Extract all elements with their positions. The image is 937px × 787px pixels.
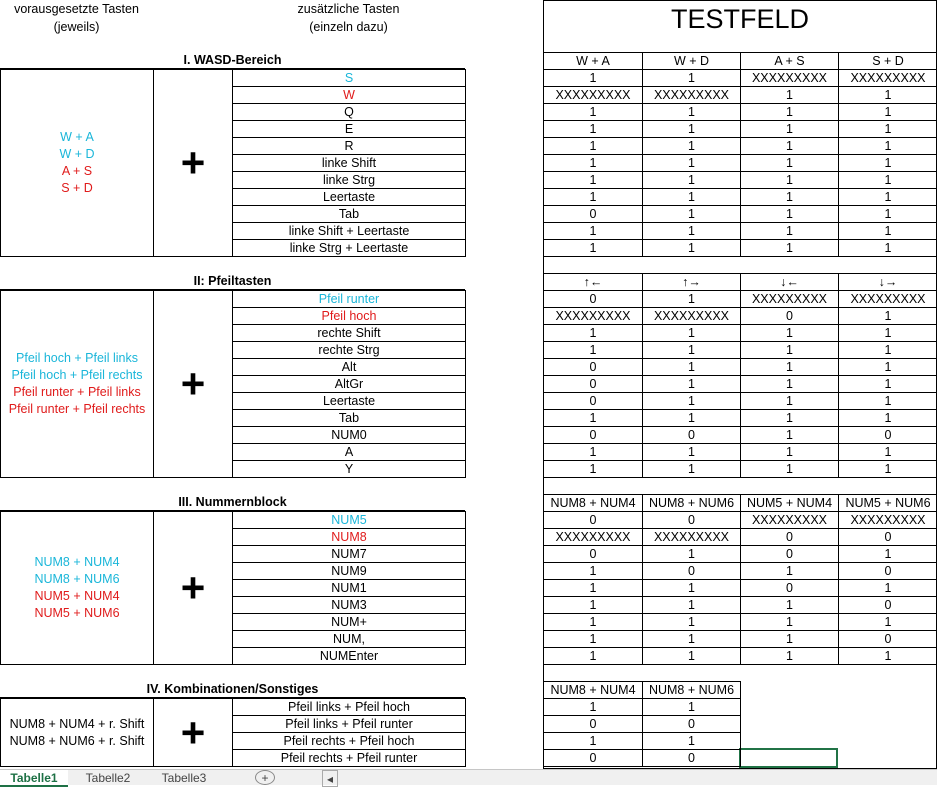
test-result-cell[interactable]: 1 <box>642 698 741 716</box>
test-result-cell[interactable]: 1 <box>740 443 839 461</box>
test-result-cell[interactable]: 1 <box>642 69 741 87</box>
test-result-cell[interactable]: 1 <box>838 409 937 427</box>
prerequisite-keys-cell[interactable] <box>0 698 154 767</box>
test-result-cell[interactable]: XXXXXXXXX <box>543 307 643 325</box>
testfeld-column-header[interactable]: NUM5 + NUM6 <box>838 494 937 512</box>
additional-key-cell[interactable]: W <box>232 86 466 104</box>
additional-key-cell[interactable]: rechte Shift <box>232 324 466 342</box>
test-result-cell[interactable]: 1 <box>838 341 937 359</box>
test-result-cell[interactable]: 1 <box>543 341 643 359</box>
sheet-tab-bar <box>0 769 937 785</box>
test-result-cell[interactable]: 1 <box>740 222 839 240</box>
testfeld-column-header[interactable]: A + S <box>740 52 839 70</box>
additional-key-cell[interactable]: E <box>232 120 466 138</box>
test-result-cell[interactable]: XXXXXXXXX <box>838 511 937 529</box>
test-result-cell[interactable]: XXXXXXXXX <box>740 290 839 308</box>
testfeld-column-header[interactable]: NUM5 + NUM4 <box>740 494 839 512</box>
prerequisite-key-combo: Pfeil hoch + Pfeil rechts <box>11 368 143 382</box>
additional-key-cell[interactable]: R <box>232 137 466 155</box>
test-result-cell[interactable]: 0 <box>740 579 839 597</box>
test-result-cell[interactable]: XXXXXXXXX <box>642 528 741 546</box>
test-result-cell[interactable]: 1 <box>543 69 643 87</box>
tab-tabelle3[interactable]: Tabelle3 <box>161 770 207 785</box>
testfeld-column-header[interactable]: W + D <box>642 52 741 70</box>
test-result-cell[interactable]: XXXXXXXXX <box>642 307 741 325</box>
additional-key-cell[interactable]: linke Strg + Leertaste <box>232 239 466 257</box>
test-result-cell[interactable]: 1 <box>543 222 643 240</box>
additional-key-cell[interactable]: A <box>232 443 466 461</box>
additional-key-cell[interactable]: Y <box>232 460 466 478</box>
additional-key-cell[interactable]: Q <box>232 103 466 121</box>
test-result-cell[interactable]: 0 <box>543 426 643 444</box>
test-result-cell[interactable]: 1 <box>642 341 741 359</box>
test-result-cell[interactable]: 1 <box>838 86 937 104</box>
test-result-cell[interactable]: 1 <box>740 358 839 376</box>
test-result-cell[interactable]: 1 <box>838 358 937 376</box>
test-result-cell[interactable]: 1 <box>642 409 741 427</box>
additional-key-cell[interactable]: rechte Strg <box>232 341 466 359</box>
additional-key-cell[interactable]: NUM8 <box>232 528 466 546</box>
test-result-cell[interactable]: XXXXXXXXX <box>740 69 839 87</box>
prerequisite-key-combo: NUM8 + NUM4 <box>34 555 120 569</box>
test-result-cell[interactable]: 1 <box>543 460 643 478</box>
active-cell-selection[interactable] <box>739 748 838 768</box>
test-result-cell[interactable]: 0 <box>642 511 741 529</box>
test-result-cell[interactable]: 1 <box>543 596 643 614</box>
test-result-cell[interactable]: 1 <box>543 732 643 750</box>
test-result-cell[interactable]: 1 <box>642 392 741 410</box>
test-result-cell[interactable]: XXXXXXXXX <box>543 86 643 104</box>
test-result-cell[interactable]: 1 <box>740 341 839 359</box>
add-sheet-button[interactable]: + <box>255 770 275 785</box>
section-title[interactable]: II: Pfeiltasten <box>0 273 465 290</box>
plus-sign[interactable]: + <box>153 69 233 257</box>
test-result-cell[interactable]: 0 <box>642 715 741 733</box>
test-result-cell[interactable]: 1 <box>642 647 741 665</box>
test-result-cell[interactable]: 0 <box>543 749 643 767</box>
test-result-cell[interactable]: 1 <box>642 205 741 223</box>
additional-key-cell[interactable]: linke Shift <box>232 154 466 172</box>
test-result-cell[interactable]: XXXXXXXXX <box>740 511 839 529</box>
header-additional-line1[interactable]: zusätzliche Tasten <box>297 2 400 17</box>
testfeld-column-header[interactable]: S + D <box>838 52 937 70</box>
additional-key-cell[interactable]: NUM0 <box>232 426 466 444</box>
testfeld-column-header[interactable]: NUM8 + NUM4 <box>543 494 643 512</box>
additional-key-cell[interactable]: NUM1 <box>232 579 466 597</box>
test-result-cell[interactable]: XXXXXXXXX <box>543 528 643 546</box>
test-result-cell[interactable]: 1 <box>642 324 741 342</box>
test-result-cell[interactable]: 0 <box>543 715 643 733</box>
test-result-cell[interactable]: 0 <box>642 426 741 444</box>
test-result-cell[interactable]: 1 <box>642 545 741 563</box>
plus-sign[interactable]: + <box>153 290 233 478</box>
test-result-cell[interactable]: 1 <box>642 732 741 750</box>
additional-key-cell[interactable]: S <box>232 69 466 87</box>
additional-key-cell[interactable]: Pfeil rechts + Pfeil runter <box>232 749 466 767</box>
prerequisite-keys-cell[interactable] <box>0 290 154 478</box>
test-result-cell[interactable]: 1 <box>642 137 741 155</box>
additional-key-cell[interactable]: Leertaste <box>232 392 466 410</box>
test-result-cell[interactable]: 1 <box>838 307 937 325</box>
test-result-cell[interactable]: 1 <box>642 290 741 308</box>
test-result-cell[interactable]: 1 <box>740 120 839 138</box>
additional-key-cell[interactable]: Pfeil links + Pfeil hoch <box>232 698 466 716</box>
test-result-cell[interactable]: 1 <box>838 545 937 563</box>
test-result-cell[interactable]: 1 <box>838 443 937 461</box>
additional-key-cell[interactable]: AltGr <box>232 375 466 393</box>
test-result-cell[interactable]: 1 <box>740 137 839 155</box>
test-result-cell[interactable]: 1 <box>838 137 937 155</box>
test-result-cell[interactable]: 1 <box>740 205 839 223</box>
test-result-cell[interactable]: 1 <box>543 188 643 206</box>
additional-key-cell[interactable]: Pfeil hoch <box>232 307 466 325</box>
test-result-cell[interactable]: 1 <box>838 613 937 631</box>
testfeld-column-header[interactable]: ↓→ <box>838 273 937 291</box>
test-result-cell[interactable]: 1 <box>838 239 937 257</box>
test-result-cell[interactable]: 0 <box>740 528 839 546</box>
section-title[interactable]: IV. Kombinationen/Sonstiges <box>0 681 465 698</box>
test-result-cell[interactable]: 1 <box>740 613 839 631</box>
tab-tabelle1[interactable]: Tabelle1 <box>0 770 68 787</box>
test-result-cell[interactable]: 1 <box>740 647 839 665</box>
test-result-cell[interactable]: 1 <box>543 409 643 427</box>
prerequisite-key-combo: NUM8 + NUM4 + r. Shift <box>9 716 145 731</box>
test-result-cell[interactable]: 1 <box>642 630 741 648</box>
section-title[interactable]: I. WASD-Bereich <box>0 52 465 69</box>
prerequisite-key-combo: W + A <box>60 130 94 144</box>
test-result-cell[interactable]: 0 <box>543 375 643 393</box>
plus-sign[interactable]: + <box>153 511 233 665</box>
test-result-cell[interactable]: 1 <box>838 324 937 342</box>
prerequisite-key-combo: NUM8 + NUM6 <box>34 572 120 586</box>
header-prerequisite-line1[interactable]: vorausgesetzte Tasten <box>14 2 139 17</box>
additional-key-cell[interactable]: Tab <box>232 409 466 427</box>
header-prerequisite-line2[interactable]: (jeweils) <box>53 20 100 35</box>
prerequisite-key-combo: Pfeil hoch + Pfeil links <box>16 351 138 365</box>
test-result-cell[interactable]: 1 <box>740 188 839 206</box>
test-result-cell[interactable]: 1 <box>838 103 937 121</box>
testfeld-column-header[interactable]: ↑→ <box>642 273 741 291</box>
test-result-cell[interactable]: 0 <box>543 545 643 563</box>
additional-key-cell[interactable]: linke Shift + Leertaste <box>232 222 466 240</box>
testfeld-column-header[interactable]: W + A <box>543 52 643 70</box>
prerequisite-key-combo: NUM5 + NUM6 <box>34 606 120 620</box>
test-result-cell[interactable]: 1 <box>740 392 839 410</box>
test-result-cell[interactable]: 1 <box>543 324 643 342</box>
test-result-cell[interactable]: 1 <box>543 120 643 138</box>
prerequisite-key-combo: Pfeil runter + Pfeil links <box>13 385 141 399</box>
test-result-cell[interactable]: 1 <box>543 154 643 172</box>
prerequisite-keys-cell[interactable] <box>0 511 154 665</box>
test-result-cell[interactable]: XXXXXXXXX <box>838 69 937 87</box>
prerequisite-key-combo: NUM5 + NUM4 <box>34 589 120 603</box>
test-result-cell[interactable]: 1 <box>838 647 937 665</box>
test-result-cell[interactable]: 1 <box>543 171 643 189</box>
test-result-cell[interactable]: 1 <box>642 460 741 478</box>
testfeld-column-header[interactable]: ↓← <box>740 273 839 291</box>
testfeld-column-header[interactable]: NUM8 + NUM6 <box>642 681 741 699</box>
test-result-cell[interactable]: 1 <box>543 137 643 155</box>
test-result-cell[interactable]: 1 <box>740 409 839 427</box>
test-result-cell[interactable]: 1 <box>543 579 643 597</box>
test-result-cell[interactable]: 0 <box>838 562 937 580</box>
test-result-cell[interactable]: 1 <box>642 154 741 172</box>
prerequisite-key-combo: W + D <box>59 147 95 161</box>
test-result-cell[interactable]: 0 <box>543 392 643 410</box>
test-result-cell[interactable]: 0 <box>838 426 937 444</box>
test-result-cell[interactable]: XXXXXXXXX <box>838 290 937 308</box>
test-result-cell[interactable]: 1 <box>740 239 839 257</box>
test-result-cell[interactable]: 1 <box>543 647 643 665</box>
test-result-cell[interactable]: 1 <box>642 596 741 614</box>
test-result-cell[interactable]: 1 <box>740 324 839 342</box>
test-result-cell[interactable]: 1 <box>838 222 937 240</box>
scroll-tabs-left-icon[interactable]: ◂ <box>322 770 338 787</box>
test-result-cell[interactable]: 1 <box>838 375 937 393</box>
test-result-cell[interactable]: 1 <box>740 154 839 172</box>
test-result-cell[interactable]: 1 <box>740 460 839 478</box>
test-result-cell[interactable]: XXXXXXXXX <box>642 86 741 104</box>
additional-key-cell[interactable]: Tab <box>232 205 466 223</box>
test-result-cell[interactable]: 0 <box>543 290 643 308</box>
prerequisite-key-combo: Pfeil runter + Pfeil rechts <box>8 402 146 416</box>
additional-key-cell[interactable]: Alt <box>232 358 466 376</box>
test-result-cell[interactable]: 1 <box>838 154 937 172</box>
test-result-cell[interactable]: 1 <box>838 171 937 189</box>
additional-key-cell[interactable]: NUM3 <box>232 596 466 614</box>
test-result-cell[interactable]: 0 <box>543 358 643 376</box>
additional-key-cell[interactable]: NUM, <box>232 630 466 648</box>
additional-key-cell[interactable]: NUM9 <box>232 562 466 580</box>
test-result-cell[interactable]: 1 <box>642 375 741 393</box>
additional-key-cell[interactable]: Pfeil links + Pfeil runter <box>232 715 466 733</box>
prerequisite-key-combo: NUM8 + NUM6 + r. Shift <box>9 733 145 748</box>
additional-key-cell[interactable]: linke Strg <box>232 171 466 189</box>
test-result-cell[interactable]: 1 <box>740 86 839 104</box>
test-result-cell[interactable]: 1 <box>543 630 643 648</box>
test-result-cell[interactable]: 1 <box>740 103 839 121</box>
test-result-cell[interactable]: 1 <box>838 120 937 138</box>
testfeld-title[interactable]: TESTFELD <box>670 3 810 34</box>
test-result-cell[interactable]: 1 <box>838 579 937 597</box>
test-result-cell[interactable]: 0 <box>543 511 643 529</box>
test-result-cell[interactable]: 1 <box>642 171 741 189</box>
additional-key-cell[interactable]: NUM+ <box>232 613 466 631</box>
prerequisite-key-combo: A + S <box>61 164 93 178</box>
section-title[interactable]: III. Nummernblock <box>0 494 465 511</box>
test-result-cell[interactable]: 1 <box>642 120 741 138</box>
testfeld-column-header[interactable]: ↑← <box>543 273 643 291</box>
additional-key-cell[interactable]: NUMEnter <box>232 647 466 665</box>
plus-sign[interactable]: + <box>153 698 233 767</box>
test-result-cell[interactable]: 1 <box>642 188 741 206</box>
test-result-cell[interactable]: 1 <box>740 562 839 580</box>
test-result-cell[interactable]: 1 <box>740 596 839 614</box>
testfeld-column-header[interactable]: NUM8 + NUM6 <box>642 494 741 512</box>
test-result-cell[interactable]: 1 <box>543 613 643 631</box>
test-result-cell[interactable]: 1 <box>838 205 937 223</box>
test-result-cell[interactable]: 1 <box>740 426 839 444</box>
header-additional-line2[interactable]: (einzeln dazu) <box>309 20 388 35</box>
test-result-cell[interactable]: 0 <box>740 545 839 563</box>
prerequisite-key-combo: S + D <box>61 181 93 195</box>
additional-key-cell[interactable]: Pfeil rechts + Pfeil hoch <box>232 732 466 750</box>
test-result-cell[interactable]: 1 <box>642 358 741 376</box>
testfeld-column-header[interactable]: NUM8 + NUM4 <box>543 681 643 699</box>
test-result-cell[interactable]: 0 <box>838 528 937 546</box>
test-result-cell[interactable]: 0 <box>838 630 937 648</box>
additional-key-cell[interactable]: NUM5 <box>232 511 466 529</box>
test-result-cell[interactable]: 0 <box>543 205 643 223</box>
test-result-cell[interactable]: 1 <box>543 239 643 257</box>
test-result-cell[interactable]: 1 <box>543 443 643 461</box>
test-result-cell[interactable]: 1 <box>543 103 643 121</box>
test-result-cell[interactable]: 0 <box>740 307 839 325</box>
test-result-cell[interactable]: 1 <box>543 698 643 716</box>
test-result-cell[interactable]: 1 <box>642 443 741 461</box>
additional-key-cell[interactable]: Pfeil runter <box>232 290 466 308</box>
test-result-cell[interactable]: 1 <box>838 460 937 478</box>
test-result-cell[interactable]: 1 <box>642 613 741 631</box>
prerequisite-keys-cell[interactable] <box>0 69 154 257</box>
tab-tabelle2[interactable]: Tabelle2 <box>85 770 131 785</box>
test-result-cell[interactable]: 1 <box>543 562 643 580</box>
test-result-cell[interactable]: 1 <box>642 579 741 597</box>
test-result-cell[interactable]: 1 <box>740 171 839 189</box>
test-result-cell[interactable]: 0 <box>642 562 741 580</box>
test-result-cell[interactable]: 1 <box>740 630 839 648</box>
test-result-cell[interactable]: 1 <box>642 103 741 121</box>
additional-key-cell[interactable]: NUM7 <box>232 545 466 563</box>
test-result-cell[interactable]: 1 <box>642 239 741 257</box>
test-result-cell[interactable]: 1 <box>838 392 937 410</box>
test-result-cell[interactable]: 1 <box>740 375 839 393</box>
additional-key-cell[interactable]: Leertaste <box>232 188 466 206</box>
test-result-cell[interactable]: 0 <box>642 749 741 767</box>
test-result-cell[interactable]: 1 <box>838 188 937 206</box>
test-result-cell[interactable]: 0 <box>838 596 937 614</box>
test-result-cell[interactable]: 1 <box>642 222 741 240</box>
